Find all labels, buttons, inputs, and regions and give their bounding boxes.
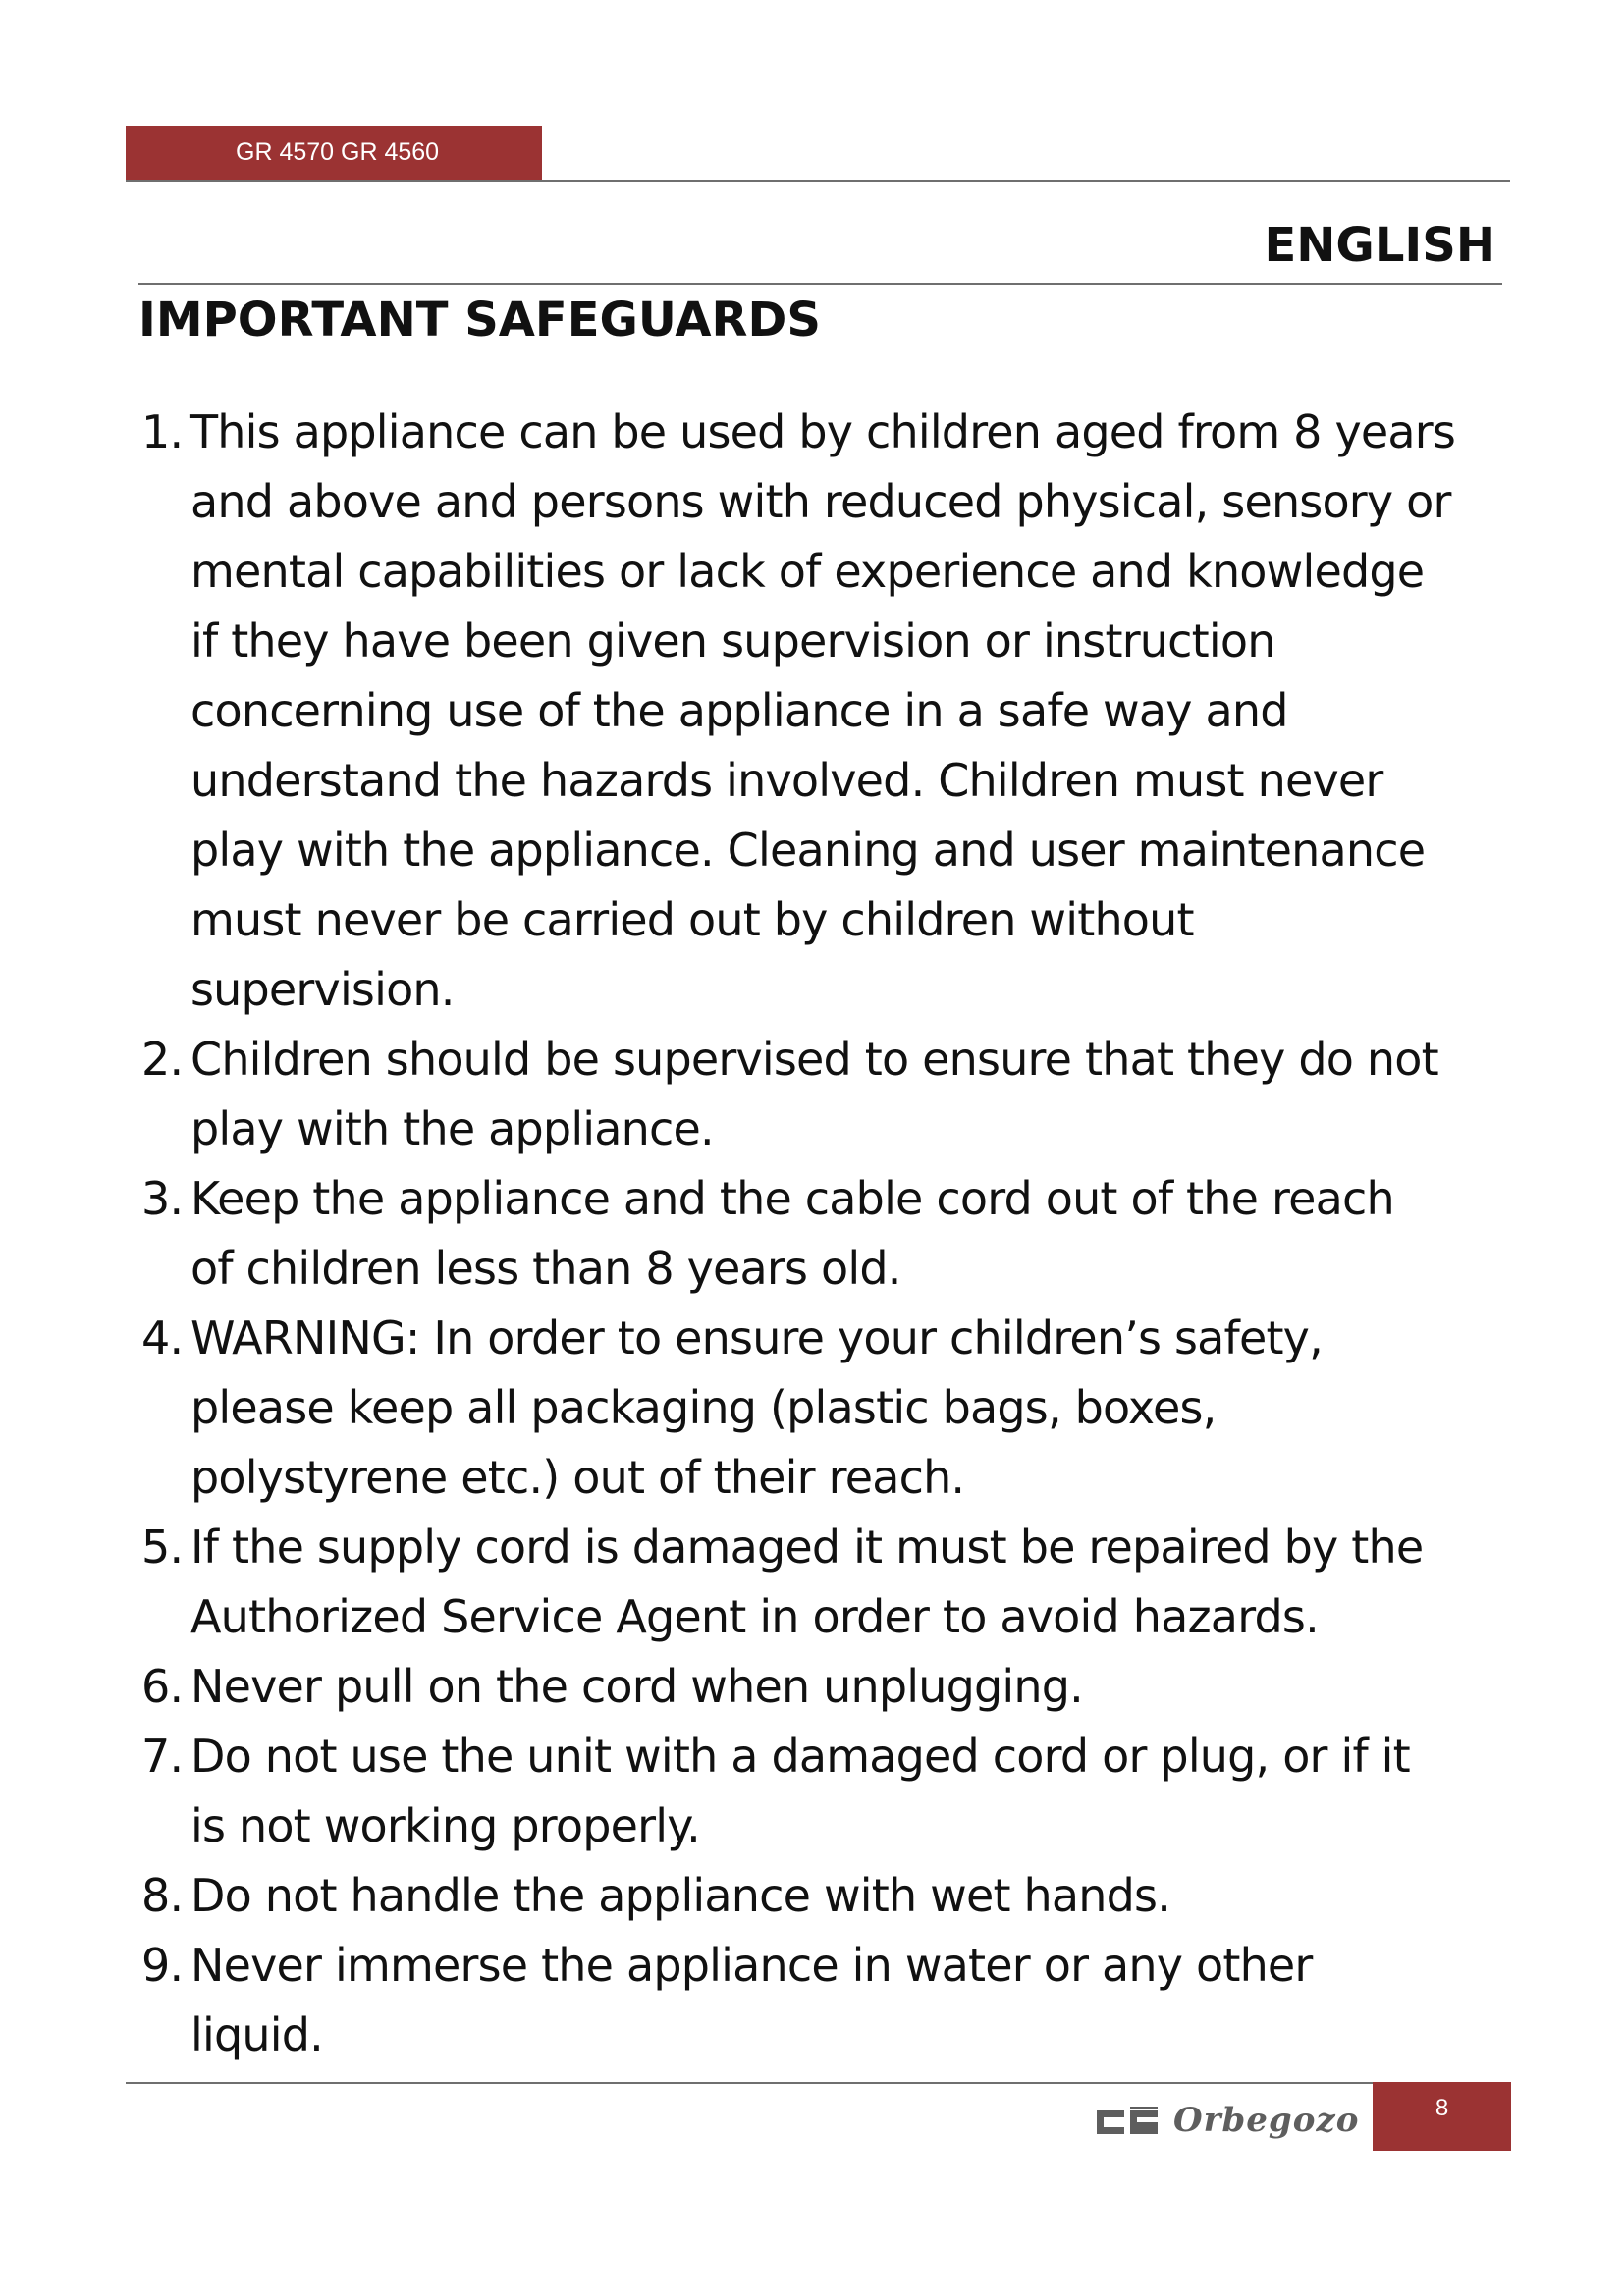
safeguard-text	[190, 1025, 1496, 1164]
safeguard-line: Children should be supervised to ensure that they do not	[190, 1033, 1438, 1086]
safeguard-text	[190, 1652, 1496, 1722]
language-divider	[138, 283, 1502, 285]
safeguard-text	[190, 1861, 1496, 1931]
safeguard-line: Never pull on the cord when unplugging.	[190, 1660, 1083, 1713]
safeguard-line: play with the appliance. Cleaning and user maintenance	[190, 824, 1426, 877]
safeguard-line: of children less than 8 years old.	[190, 1242, 901, 1295]
model-numbers-tab	[126, 126, 542, 180]
safeguard-number: 3.	[141, 1172, 184, 1225]
page-number: 8	[1373, 2082, 1511, 2151]
safeguard-number: 2.	[141, 1033, 184, 1086]
safeguard-text	[190, 1513, 1496, 1652]
safeguard-line: Do not handle the appliance with wet hands.	[190, 1869, 1171, 1922]
safeguard-line: Keep the appliance and the cable cord out of the reach	[190, 1172, 1394, 1225]
safeguard-number: 5.	[141, 1521, 184, 1574]
brand-logo	[1095, 2097, 1359, 2144]
safeguard-item	[141, 1025, 1516, 1164]
safeguard-number: 8.	[141, 1869, 184, 1922]
safeguard-number: 1.	[141, 405, 184, 458]
safeguards-list	[141, 398, 1516, 2070]
footer-divider	[126, 2082, 1380, 2084]
safeguard-line: If the supply cord is damaged it must be repaired by the	[190, 1521, 1424, 1574]
safeguard-item	[141, 1861, 1516, 1931]
safeguard-item	[141, 1652, 1516, 1722]
safeguard-line: WARNING: In order to ensure your children’s safety,	[190, 1311, 1323, 1364]
safeguard-number: 4.	[141, 1311, 184, 1364]
safeguard-item	[141, 398, 1516, 1025]
safeguard-text	[190, 398, 1496, 1025]
safeguard-line: must never be carried out by children without	[190, 893, 1194, 946]
safeguard-text	[190, 1722, 1496, 1861]
safeguard-text	[190, 1931, 1496, 2070]
safeguard-line: understand the hazards involved. Children must never	[190, 754, 1383, 807]
orbegozo-logo-icon	[1095, 2103, 1160, 2138]
safeguard-item	[141, 1513, 1516, 1652]
safeguard-item	[141, 1164, 1516, 1304]
safeguard-line: please keep all packaging (plastic bags, boxes,	[190, 1381, 1217, 1434]
safeguard-line: is not working properly.	[190, 1799, 700, 1852]
safeguard-item	[141, 1931, 1516, 2070]
language-label: ENGLISH	[1264, 218, 1495, 273]
header-divider	[126, 180, 1510, 182]
safeguard-number: 9.	[141, 1939, 184, 1992]
safeguard-item	[141, 1722, 1516, 1861]
safeguard-line: liquid.	[190, 2008, 323, 2061]
safeguard-item	[141, 1304, 1516, 1513]
safeguard-line: polystyrene etc.) out of their reach.	[190, 1451, 965, 1504]
safeguard-line: This appliance can be used by children aged from 8 years	[190, 405, 1456, 458]
section-title: IMPORTANT SAFEGUARDS	[138, 293, 821, 347]
safeguard-line: if they have been given supervision or instruction	[190, 614, 1275, 667]
model-numbers: GR 4570 GR 4560	[236, 138, 440, 166]
safeguard-line: and above and persons with reduced physical, sensory or	[190, 475, 1451, 528]
safeguard-line: supervision.	[190, 963, 455, 1016]
safeguard-line: play with the appliance.	[190, 1102, 714, 1155]
safeguard-line: concerning use of the appliance in a safe way and	[190, 684, 1288, 737]
safeguard-number: 6.	[141, 1660, 184, 1713]
brand-name: Orbegozo	[1173, 2101, 1360, 2140]
safeguard-line: mental capabilities or lack of experience and knowledge	[190, 545, 1425, 598]
safeguard-number: 7.	[141, 1730, 184, 1783]
safeguard-line: Authorized Service Agent in order to avoid hazards.	[190, 1590, 1319, 1643]
safeguard-text	[190, 1304, 1496, 1513]
safeguard-text	[190, 1164, 1496, 1304]
safeguard-line: Do not use the unit with a damaged cord or plug, or if it	[190, 1730, 1410, 1783]
safeguard-line: Never immerse the appliance in water or any other	[190, 1939, 1313, 1992]
